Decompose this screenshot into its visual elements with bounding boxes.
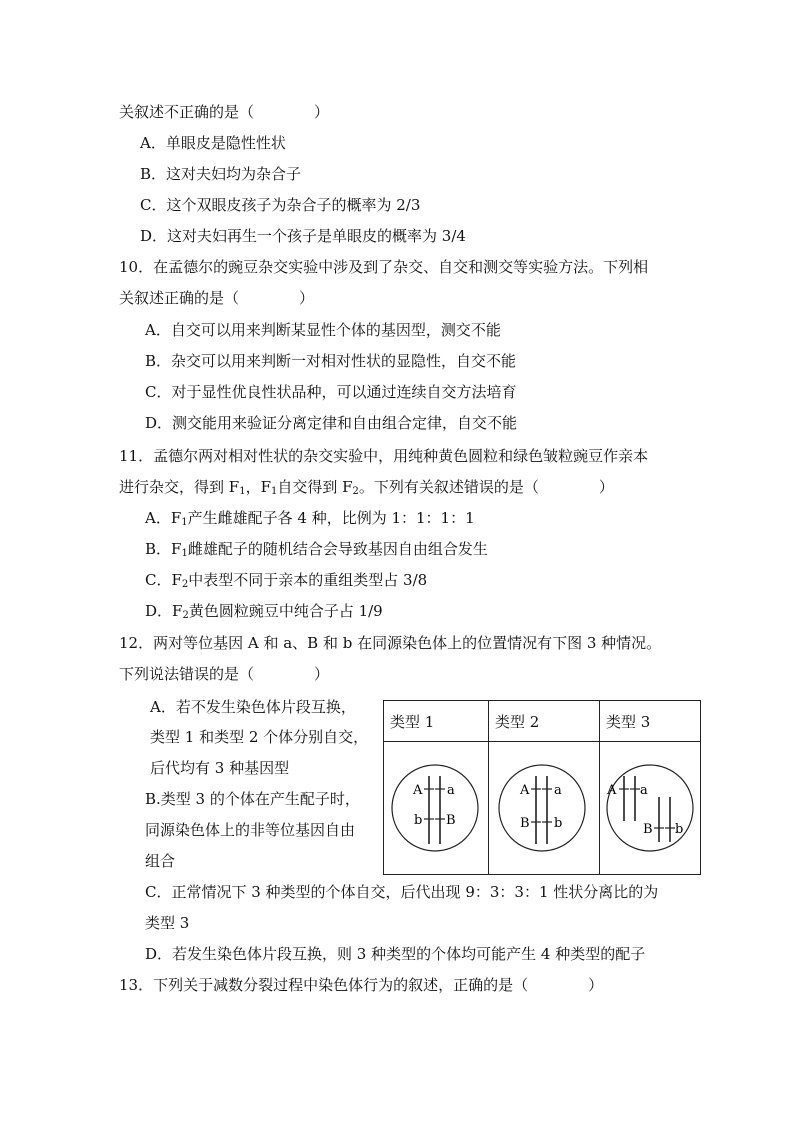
- q12-stem-cont: 下列说法错误的是（ ）: [119, 665, 330, 683]
- q11-stem: 11．孟德尔两对相对性状的杂交实验中，用纯种黄色圆粒和绿色皱粒豌豆作亲本: [119, 447, 649, 465]
- q11-option-d: D．$F_2$黄色圆粒豌豆中纯合子占 1/9: [145, 602, 383, 621]
- q12-option-b-line1: B.类型 3 的个体在产生配子时，: [145, 790, 360, 808]
- q11-option-a: A．$F_1$产生雌雄配子各 4 种，比例为 1：1：1：1: [145, 509, 475, 528]
- q11-option-c: C．$F_2$中表型不同于亲本的重组类型占 3/8: [145, 571, 428, 590]
- type1-header: 类型 1: [384, 701, 489, 742]
- q12-option-b-line2: 同源染色体上的非等位基因自由: [145, 821, 356, 839]
- q12-option-a-line2: 类型 1 和类型 2 个体分别自交，: [150, 728, 369, 746]
- q9-option-d: D．这对夫妇再生一个孩子是单眼皮的概率为 3/4: [140, 227, 466, 245]
- q10-option-d: D．测交能用来验证分离定律和自由组合定律，自交不能: [145, 414, 518, 432]
- q10-stem-cont: 关叙述正确的是（ ）: [119, 289, 315, 307]
- q10-option-c: C．对于显性优良性状品种，可以通过连续自交方法培育: [145, 383, 517, 401]
- q9-stem-end: 关叙述不正确的是（ ）: [119, 103, 330, 121]
- q12-option-c-line1: C．正常情况下 3 种类型的个体自交，后代出现 9：3：3：1 性状分离比的为: [145, 883, 659, 901]
- q13-stem: 13．下列关于减数分裂过程中染色体行为的叙述，正确的是（ ）: [119, 976, 604, 994]
- type1-cell-diagram: [384, 742, 488, 874]
- type1-cell: [384, 742, 489, 875]
- q9-option-b: B．这对夫妇均为杂合子: [140, 165, 302, 183]
- type3-gene-a: a: [640, 783, 648, 798]
- type2-header: 类型 2: [489, 701, 600, 742]
- q10-stem: 10．在孟德尔的豌豆杂交实验中涉及到了杂交、自交和测交等实验方法。下列相: [119, 258, 649, 276]
- q12-stem: 12．两对等位基因 A 和 a、B 和 b 在同源染色体上的位置情况有下图 3 种情况。: [119, 634, 662, 652]
- type3-header: 类型 3: [600, 701, 701, 742]
- type1-gene-B: B: [446, 813, 456, 828]
- q12-option-a-line1: A．若不发生染色体片段互换，: [150, 698, 356, 716]
- q10-option-b: B．杂交可以用来判断一对相对性状的显隐性，自交不能: [145, 352, 517, 370]
- type2-gene-A: A: [520, 783, 530, 798]
- q12-option-a-line3: 后代均有 3 种基因型: [150, 759, 290, 777]
- type2-gene-B: B: [520, 816, 530, 831]
- q12-option-c-line2: 类型 3: [145, 914, 190, 932]
- q11-stem-cont: 进行杂交，得到 $F_1$，$F_1$自交得到 $F_2$。下列有关叙述错误的是（ ）: [119, 478, 614, 497]
- type3-cell: [600, 742, 701, 875]
- type2-gene-b: b: [554, 816, 563, 831]
- q9-option-c: C．这个双眼皮孩子为杂合子的概率为 2/3: [140, 196, 421, 214]
- q11-option-b: B．$F_1$雌雄配子的随机结合会导致基因自由组合发生: [145, 540, 488, 559]
- chromosome-figure: [383, 700, 701, 875]
- q12-option-d: D．若发生染色体片段互换，则 3 种类型的个体均可能产生 4 种类型的配子: [145, 945, 646, 963]
- type3-gene-A: A: [607, 783, 617, 798]
- type3-gene-B: B: [643, 822, 653, 837]
- q10-option-a: A．自交可以用来判断某显性个体的基因型，测交不能: [145, 321, 501, 339]
- q9-option-a: A．单眼皮是隐性性状: [140, 134, 286, 152]
- type1-gene-a: a: [447, 783, 455, 798]
- type1-gene-A: A: [413, 783, 423, 798]
- type3-cell-diagram: [600, 742, 700, 874]
- type2-gene-a: a: [554, 783, 562, 798]
- q12-option-b-line3: 组合: [145, 852, 176, 870]
- type1-gene-b: b: [414, 813, 423, 828]
- type2-cell-diagram: [489, 742, 599, 874]
- type3-gene-b: b: [675, 822, 684, 837]
- type2-cell: [489, 742, 600, 875]
